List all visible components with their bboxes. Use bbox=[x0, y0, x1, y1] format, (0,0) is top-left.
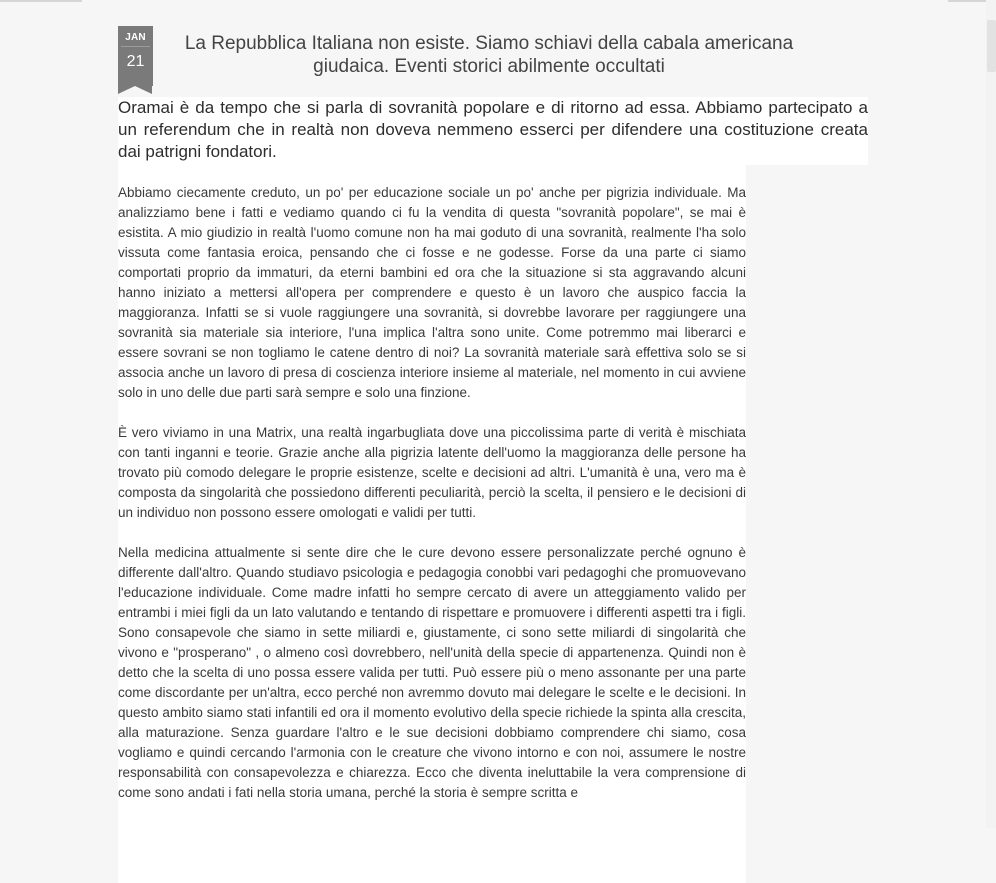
post-intro: Oramai è da tempo che si parla di sovranità popolare e di ritorno ad essa. Abbiamo partecipato a un referendum che in realtà non doveva nemmeno esserci per difendere una costituzione creata dai patrigni fondatori. bbox=[118, 97, 868, 165]
scrollbar-thumb[interactable] bbox=[987, 20, 996, 72]
scrollbar[interactable] bbox=[986, 0, 996, 828]
body-paragraph: È vero viviamo in una Matrix, una realtà ingarbugliata dove una piccolissima parte di verità è mischiata con tanti inganni e teorie. Grazie anche alla pigrizia latente dell'uomo la maggioranza delle persone ha trovato più comodo delegare le proprie esistenze, scelte e decisioni ad altri. L'umanità è una, vero ma è composta da singolarità che possiedono differenti peculiarità, perciò la scelta, il pensiero e le decisioni di un individuo non possono essere omologati e validi per tutti. bbox=[118, 425, 746, 520]
body-paragraph: Abbiamo ciecamente creduto, un po' per educazione sociale un po' anche per pigrizia individuale. Ma analizziamo bene i fatti e vediamo quando ci fu la vendita di questa "sovranità popolare", se mai è esistita. A mio giudizio in realtà l'uomo comune non ha mai goduto di una sovranità, realmente l'ha solo vissuta come fantasia eroica, pensando che ci fosse e ne godesse. Forse da una parte ci siamo comportati proprio da immaturi, da eterni bambini ed ora che la situazione si sta aggravando alcuni hanno iniziato a mettersi all'opera per comprendere e questo è un lavoro che auspico faccia la maggioranza. Infatti se si vuole raggiungere una sovranità, si dovrebbe lavorare per raggiungere una sovranità sia materiale sia interiore, l'una implica l'altra sono unite. Come potremmo mai liberarci e essere sovrani se non togliamo le catene dentro di noi? La sovranità materiale sarà effettiva solo se si associa anche un lavoro di presa di coscienza interiore insieme al materiale, nel momento in cui avviene solo in uno delle due parti sarà sempre e solo una finzione. bbox=[118, 185, 746, 400]
date-day: 21 bbox=[126, 53, 145, 70]
post-body bbox=[118, 161, 746, 883]
date-month: JAN bbox=[121, 26, 150, 47]
post-title[interactable]: La Repubblica Italiana non esiste. Siamo schiavi della cabala americana giudaica. Eventi storici abilmente occultati bbox=[184, 33, 794, 77]
top-tab-left bbox=[0, 0, 82, 2]
body-paragraph: Nella medicina attualmente si sente dire che le cure devono essere personalizzate perché ognuno è differente dall'altro. Quando studiavo psicologia e pedagogia conobbi vari pedagoghi che promuovevano l'educazione individuale. Come madre infatti ho sempre cercato di avere un atteggiamento valido per entrambi i miei figli da un lato valutando e tentando di rispettare e promuovere i differenti aspetti tra i figli. Sono consapevole che siamo in sette miliardi e, giustamente, ci sono sette miliardi di singolarità che vivono e "prosperano" , o almeno così dovrebbero, nell'unità della specie di appartenenza. Quindi non è detto che la scelta di uno possa essere valida per tutti. Può essere più o meno assonante per una parte come discordante per un'altra, ecco perché non avremmo dovuto mai delegare le scelte e le decisioni. In questo ambito siamo stati infantili ed ora il momento evolutivo della specie richiede la spinta alla crescita, alla maturazione. Senza guardare l'altro e le sue decisioni dobbiamo comprendere chi siamo, cosa vogliamo e quindi cercando l'armonia con le creature che vivono intorno e con noi, assumere le nostre responsabilità con consapevolezza e chiarezza. Ecco che diventa ineluttabile la vera comprensione di come sono andati i fati nella storia umana, perché la storia è sempre scritta e bbox=[118, 545, 746, 800]
date-badge bbox=[118, 26, 153, 86]
